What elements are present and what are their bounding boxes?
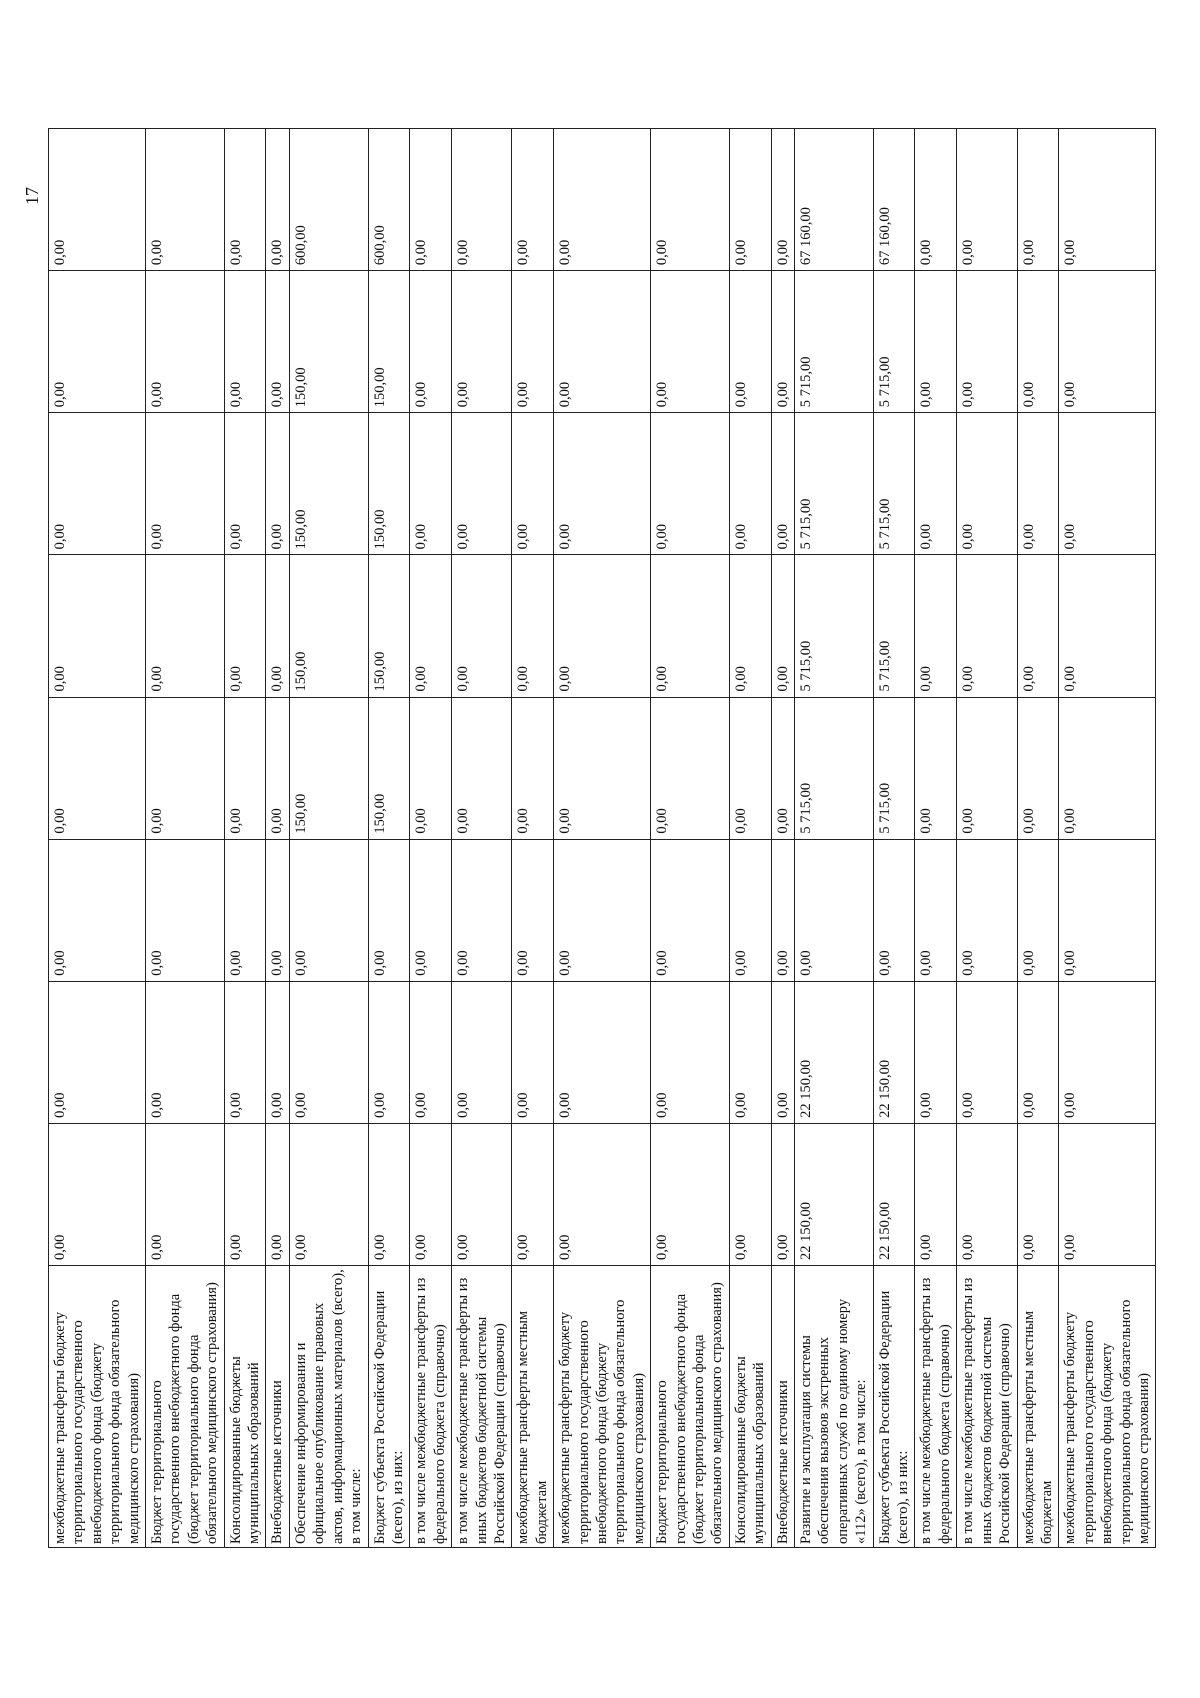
value-cell: 0,00 [146, 129, 225, 271]
table-row [729, 129, 771, 1548]
value-cell: 5 715,00 [795, 271, 874, 413]
table-row [289, 129, 368, 1548]
value-cell: 0,00 [410, 839, 452, 981]
value-cell: 0,00 [915, 129, 957, 271]
value-cell: 0,00 [266, 981, 289, 1123]
table-row [266, 129, 289, 1548]
table-row [410, 129, 452, 1548]
value-cell: 0,00 [512, 1123, 554, 1265]
value-cell: 22 150,00 [795, 1123, 874, 1265]
value-cell: 0,00 [651, 129, 730, 271]
value-cell: 0,00 [554, 413, 651, 555]
value-cell: 0,00 [795, 839, 874, 981]
table-row [915, 129, 957, 1548]
row-label: Консолидированные бюджеты муниципальных образований [729, 1266, 771, 1548]
value-cell: 0,00 [452, 271, 512, 413]
value-cell: 0,00 [1017, 839, 1059, 981]
value-cell: 0,00 [1017, 129, 1059, 271]
value-cell: 0,00 [452, 981, 512, 1123]
value-cell: 0,00 [1017, 697, 1059, 839]
value-cell: 0,00 [1059, 697, 1156, 839]
value-cell: 0,00 [729, 271, 771, 413]
value-cell: 0,00 [452, 413, 512, 555]
value-cell: 0,00 [1059, 1123, 1156, 1265]
value-cell: 5 715,00 [795, 555, 874, 697]
value-cell: 0,00 [512, 839, 554, 981]
value-cell: 0,00 [224, 129, 266, 271]
value-cell: 0,00 [1017, 981, 1059, 1123]
table-row [957, 129, 1017, 1548]
value-cell: 5 715,00 [873, 271, 915, 413]
table-row [1017, 129, 1059, 1548]
budget-table-body [49, 129, 1156, 1548]
value-cell: 67 160,00 [873, 129, 915, 271]
value-cell: 0,00 [289, 981, 368, 1123]
table-row [771, 129, 794, 1548]
value-cell: 0,00 [512, 413, 554, 555]
value-cell: 0,00 [915, 839, 957, 981]
value-cell: 0,00 [368, 839, 410, 981]
value-cell: 0,00 [146, 839, 225, 981]
value-cell: 150,00 [289, 555, 368, 697]
value-cell: 600,00 [368, 129, 410, 271]
row-label: в том числе межбюджетные трансферты из иных бюджетов бюджетной системы Российской Федерации (справочно) [452, 1266, 512, 1548]
row-label: Бюджет субъекта Российской Федерации (всего), из них: [873, 1266, 915, 1548]
value-cell: 0,00 [266, 839, 289, 981]
row-label: Бюджет территориального государственного внебюджетного фонда (бюджет территориального фонда обязательного медицинского страхования) [651, 1266, 730, 1548]
value-cell: 0,00 [554, 1123, 651, 1265]
value-cell: 0,00 [915, 555, 957, 697]
value-cell: 0,00 [1059, 555, 1156, 697]
value-cell: 150,00 [289, 413, 368, 555]
value-cell: 0,00 [146, 555, 225, 697]
value-cell: 0,00 [957, 413, 1017, 555]
row-label: Бюджет территориального государственного внебюджетного фонда (бюджет территориального фонда обязательного медицинского страхования) [146, 1266, 225, 1548]
value-cell: 0,00 [266, 129, 289, 271]
value-cell: 0,00 [289, 1123, 368, 1265]
value-cell: 0,00 [651, 555, 730, 697]
value-cell: 0,00 [651, 413, 730, 555]
value-cell: 5 715,00 [795, 697, 874, 839]
value-cell: 150,00 [368, 271, 410, 413]
value-cell: 0,00 [554, 555, 651, 697]
value-cell: 0,00 [224, 697, 266, 839]
value-cell: 0,00 [368, 981, 410, 1123]
value-cell: 0,00 [729, 839, 771, 981]
value-cell: 0,00 [915, 1123, 957, 1265]
value-cell: 600,00 [289, 129, 368, 271]
value-cell: 0,00 [771, 697, 794, 839]
value-cell: 0,00 [554, 839, 651, 981]
value-cell: 0,00 [146, 1123, 225, 1265]
value-cell: 0,00 [1059, 839, 1156, 981]
value-cell: 22 150,00 [873, 981, 915, 1123]
value-cell: 0,00 [1059, 129, 1156, 271]
value-cell: 0,00 [266, 697, 289, 839]
value-cell: 0,00 [915, 271, 957, 413]
value-cell: 0,00 [49, 697, 146, 839]
row-label: в том числе межбюджетные трансферты из федерального бюджета (справочно) [915, 1266, 957, 1548]
value-cell: 0,00 [410, 1123, 452, 1265]
value-cell: 0,00 [873, 839, 915, 981]
value-cell: 5 715,00 [795, 413, 874, 555]
value-cell: 0,00 [771, 1123, 794, 1265]
row-label: Развитие и эксплуатация системы обеспечения вызовов экстренных оперативных служб по единому номеру «112» (всего), в том числе: [795, 1266, 874, 1548]
row-label: межбюджетные трансферты местным бюджетам [512, 1266, 554, 1548]
value-cell: 0,00 [49, 981, 146, 1123]
table-row [795, 129, 874, 1548]
value-cell: 0,00 [554, 981, 651, 1123]
value-cell: 0,00 [1017, 1123, 1059, 1265]
value-cell: 0,00 [729, 413, 771, 555]
table-row [452, 129, 512, 1548]
table-row [651, 129, 730, 1548]
value-cell: 150,00 [289, 271, 368, 413]
value-cell: 0,00 [266, 413, 289, 555]
value-cell: 0,00 [1017, 555, 1059, 697]
value-cell: 0,00 [957, 129, 1017, 271]
value-cell: 0,00 [554, 697, 651, 839]
value-cell: 0,00 [729, 129, 771, 271]
row-label: Консолидированные бюджеты муниципальных образований [224, 1266, 266, 1548]
value-cell: 5 715,00 [873, 697, 915, 839]
value-cell: 0,00 [224, 839, 266, 981]
table-row [1059, 129, 1156, 1548]
value-cell: 0,00 [452, 129, 512, 271]
value-cell: 0,00 [651, 697, 730, 839]
row-label: межбюджетные трансферты бюджету территориального государственного внебюджетного фонда (бюджету территориального фонда обязательного медицинского страхования) [1059, 1266, 1156, 1548]
value-cell: 0,00 [957, 555, 1017, 697]
value-cell: 67 160,00 [795, 129, 874, 271]
value-cell: 0,00 [146, 981, 225, 1123]
value-cell: 0,00 [289, 839, 368, 981]
value-cell: 0,00 [651, 271, 730, 413]
row-label: Внебюджетные источники [771, 1266, 794, 1548]
value-cell: 0,00 [554, 271, 651, 413]
table-row [368, 129, 410, 1548]
value-cell: 0,00 [651, 981, 730, 1123]
value-cell: 0,00 [957, 981, 1017, 1123]
budget-table [48, 128, 1156, 1548]
value-cell: 0,00 [49, 839, 146, 981]
value-cell: 0,00 [771, 413, 794, 555]
value-cell: 0,00 [729, 697, 771, 839]
value-cell: 0,00 [957, 697, 1017, 839]
value-cell: 0,00 [49, 129, 146, 271]
value-cell: 0,00 [266, 271, 289, 413]
value-cell: 0,00 [146, 271, 225, 413]
value-cell: 0,00 [729, 1123, 771, 1265]
value-cell: 150,00 [368, 555, 410, 697]
value-cell: 0,00 [1059, 981, 1156, 1123]
value-cell: 0,00 [512, 555, 554, 697]
value-cell: 5 715,00 [873, 555, 915, 697]
table-row [146, 129, 225, 1548]
value-cell: 22 150,00 [873, 1123, 915, 1265]
value-cell: 0,00 [729, 555, 771, 697]
table-row [224, 129, 266, 1548]
row-label: межбюджетные трансферты бюджету территориального государственного внебюджетного фонда (бюджету территориального фонда обязательного медицинского страхования) [49, 1266, 146, 1548]
value-cell: 0,00 [915, 697, 957, 839]
value-cell: 0,00 [266, 1123, 289, 1265]
value-cell: 0,00 [410, 981, 452, 1123]
value-cell: 150,00 [368, 697, 410, 839]
value-cell: 0,00 [651, 1123, 730, 1265]
row-label: Внебюджетные источники [266, 1266, 289, 1548]
value-cell: 22 150,00 [795, 981, 874, 1123]
row-label: Обеспечение информирования и официальное опубликование правовых актов, информационных материалов (всего), в том числе: [289, 1266, 368, 1548]
value-cell: 0,00 [49, 271, 146, 413]
value-cell: 0,00 [452, 697, 512, 839]
value-cell: 0,00 [554, 129, 651, 271]
value-cell: 0,00 [1017, 413, 1059, 555]
value-cell: 0,00 [49, 1123, 146, 1265]
value-cell: 0,00 [410, 555, 452, 697]
value-cell: 0,00 [452, 555, 512, 697]
value-cell: 5 715,00 [873, 413, 915, 555]
value-cell: 0,00 [651, 839, 730, 981]
value-cell: 150,00 [289, 697, 368, 839]
row-label: межбюджетные трансферты бюджету территориального государственного внебюджетного фонда (бюджету территориального фонда обязательного медицинского страхования) [554, 1266, 651, 1548]
value-cell: 0,00 [957, 1123, 1017, 1265]
value-cell: 0,00 [771, 981, 794, 1123]
value-cell: 0,00 [771, 555, 794, 697]
value-cell: 0,00 [729, 981, 771, 1123]
table-row [512, 129, 554, 1548]
rotated-page [20, 120, 1152, 1600]
value-cell: 0,00 [146, 697, 225, 839]
value-cell: 0,00 [915, 413, 957, 555]
value-cell: 0,00 [368, 1123, 410, 1265]
row-label: в том числе межбюджетные трансферты из федерального бюджета (справочно) [410, 1266, 452, 1548]
value-cell: 0,00 [224, 271, 266, 413]
value-cell: 0,00 [266, 555, 289, 697]
table-row [554, 129, 651, 1548]
value-cell: 0,00 [146, 413, 225, 555]
value-cell: 0,00 [957, 839, 1017, 981]
value-cell: 0,00 [1059, 413, 1156, 555]
value-cell: 0,00 [410, 413, 452, 555]
value-cell: 0,00 [1017, 271, 1059, 413]
value-cell: 0,00 [410, 271, 452, 413]
value-cell: 0,00 [224, 413, 266, 555]
value-cell: 150,00 [368, 413, 410, 555]
value-cell: 0,00 [771, 839, 794, 981]
value-cell: 0,00 [512, 981, 554, 1123]
table-row [873, 129, 915, 1548]
row-label: межбюджетные трансферты местным бюджетам [1017, 1266, 1059, 1548]
value-cell: 0,00 [915, 981, 957, 1123]
value-cell: 0,00 [1059, 271, 1156, 413]
value-cell: 0,00 [957, 271, 1017, 413]
value-cell: 0,00 [224, 981, 266, 1123]
value-cell: 0,00 [410, 697, 452, 839]
value-cell: 0,00 [512, 271, 554, 413]
value-cell: 0,00 [771, 129, 794, 271]
value-cell: 0,00 [452, 1123, 512, 1265]
value-cell: 0,00 [410, 129, 452, 271]
value-cell: 0,00 [49, 555, 146, 697]
value-cell: 0,00 [512, 697, 554, 839]
value-cell: 0,00 [771, 271, 794, 413]
value-cell: 0,00 [512, 129, 554, 271]
value-cell: 0,00 [224, 1123, 266, 1265]
row-label: в том числе межбюджетные трансферты из иных бюджетов бюджетной системы Российской Федерации (справочно) [957, 1266, 1017, 1548]
value-cell: 0,00 [224, 555, 266, 697]
page-number: 17 [22, 187, 42, 205]
value-cell: 0,00 [49, 413, 146, 555]
row-label: Бюджет субъекта Российской Федерации (всего), из них: [368, 1266, 410, 1548]
table-row [49, 129, 146, 1548]
value-cell: 0,00 [452, 839, 512, 981]
